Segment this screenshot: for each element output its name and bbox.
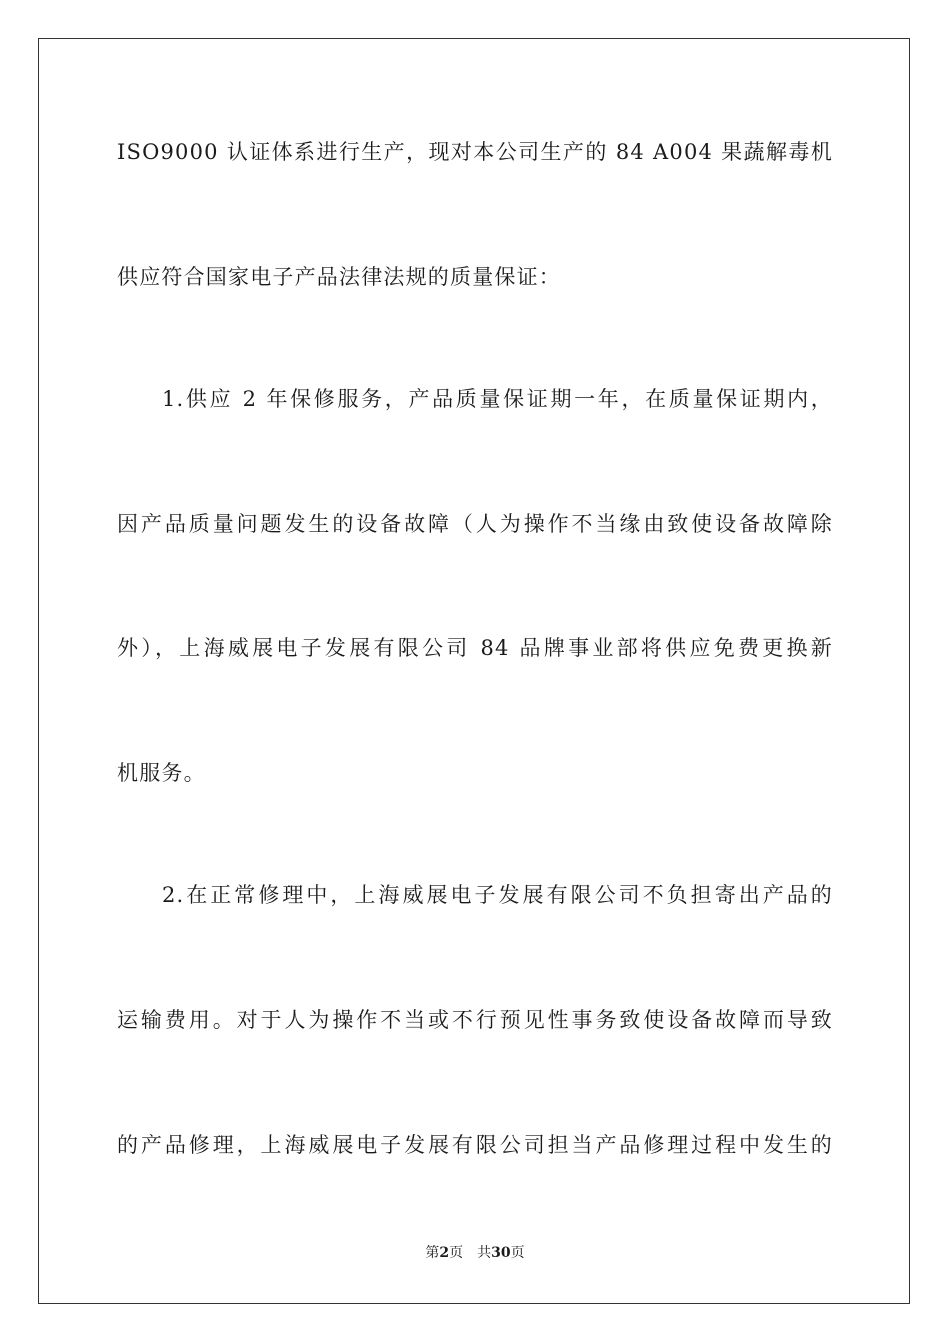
paragraph-line-5: 外），上海威展电子发展有限公司 84 品牌事业部将供应免费更换新 bbox=[117, 636, 833, 660]
paragraph-line-1: ISO9000 认证体系进行生产，现对本公司生产的 84 A004 果蔬解毒机 bbox=[117, 140, 833, 164]
page-footer bbox=[0, 1243, 950, 1263]
paragraph-line-2: 供应符合国家电子产品法律法规的质量保证： bbox=[117, 265, 561, 289]
footer-total-suffix: 页 bbox=[510, 1245, 525, 1261]
footer-total-number: 30 bbox=[491, 1245, 511, 1261]
paragraph-line-3: 1.供应 2 年保修服务，产品质量保证期一年，在质量保证期内， bbox=[162, 387, 833, 411]
footer-total-prefix: 共 bbox=[477, 1245, 492, 1261]
paragraph-line-9: 的产品修理，上海威展电子发展有限公司担当产品修理过程中发生的 bbox=[117, 1133, 833, 1157]
paragraph-line-6: 机服务。 bbox=[117, 761, 206, 785]
paragraph-line-7: 2.在正常修理中，上海威展电子发展有限公司不负担寄出产品的 bbox=[162, 883, 833, 907]
page-border bbox=[38, 38, 910, 1304]
footer-page-suffix: 页 bbox=[449, 1245, 464, 1261]
footer-page-number: 2 bbox=[439, 1245, 450, 1261]
footer-page-prefix: 第 bbox=[425, 1245, 440, 1261]
paragraph-line-8: 运输费用。对于人为操作不当或不行预见性事务致使设备故障而导致 bbox=[117, 1008, 833, 1032]
paragraph-line-4: 因产品质量问题发生的设备故障（人为操作不当缘由致使设备故障除 bbox=[117, 512, 833, 536]
